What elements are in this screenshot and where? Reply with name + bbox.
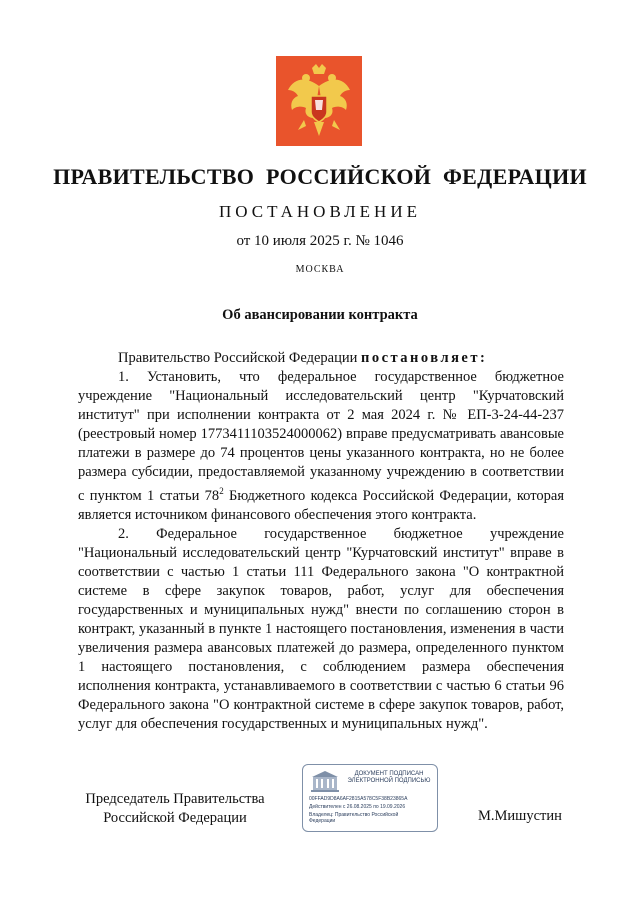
intro-paragraph [78,349,564,368]
issuer-title: ПРАВИТЕЛЬСТВО РОССИЙСКОЙ ФЕДЕРАЦИИ [53,164,587,189]
signer-position [70,790,280,828]
signer-position-line2: Российской Федерации [103,810,247,826]
item-1-text-end: Бюджетного кодекса Российской Федерации, которая является источником финансового обеспечения этого контракта. [78,487,564,523]
document-title: Об авансировании контракта [222,307,418,323]
item-2: 2. Федеральное государственное бюджетное учреждение "Национальный исследовательский центр "Курчатовский институт" вправе в соответствии с частью 1 статьи 111 Федерального закона "О контрактной системе в сфере закупок товаров, работ, услуг для обеспечения государственных и муниципальных нужд" внести по соглашению сторон в контракт, указанный в пункте 1 настоящего постановления, изменения в части увеличения размера авансовых платежей до размера, определенного пунктом 1 настоящего постановления, с соблюдением размера обеспечения исполнения контракта, устанавливаемого в соответствии с частью 6 статьи 96 Федерального закона "О контрактной системе в сфере закупок товаров, работ, услуг для обеспечения государственных и муниципальных нужд". [78,525,564,732]
stamp-header-line1: ДОКУМЕНТ ПОДПИСАН [354,771,424,777]
stamp-owner-line2: Федерации [309,818,336,824]
document-type: ПОСТАНОВЛЕНИЕ [218,202,421,221]
decree-word: постановляет: [360,350,488,366]
signer-position-line1: Председатель Правительства [85,791,265,807]
stamp-header [343,771,435,785]
document-body [78,349,564,734]
electronic-signature-stamp [302,764,438,832]
signer-name: М.Мишустин [478,808,562,824]
stamp-owner-line1: Владелец: Правительство Российской [309,812,399,818]
intro-text: Правительство Российской Федерации [118,350,361,366]
item-1-text: 1. Установить, что федеральное государственное бюджетное учреждение "Национальный исследовательский центр "Курчатовский институт" при исполнении контракта от 2 мая 2024 г. № ЕП-3-24-44-237 (реестровый номер 1773411103524000062) вправе предусматривать авансовые платежи в размере до 74 процентов цены указанного контракта, но не более размера субсидии, предоставляемой указанному учреждению в соответствии с пунктом 1 статьи 78 [78,369,564,504]
stamp-validity: Действителен с 26.08.2025 по 19.09.2026 [309,804,406,810]
item-1-superscript: 2 [219,486,224,496]
document-date-number: от 10 июля 2025 г. № 1046 [236,233,404,249]
item-1 [78,368,564,525]
government-building-icon [311,770,339,792]
stamp-certificate: 00FFAD9D8A6AF2815A578C5F38B23865A [309,796,408,802]
city: МОСКВА [295,264,345,275]
russian-coat-of-arms-icon [276,56,362,146]
stamp-header-line2: ЭЛЕКТРОННОЙ ПОДПИСЬЮ [347,778,431,784]
